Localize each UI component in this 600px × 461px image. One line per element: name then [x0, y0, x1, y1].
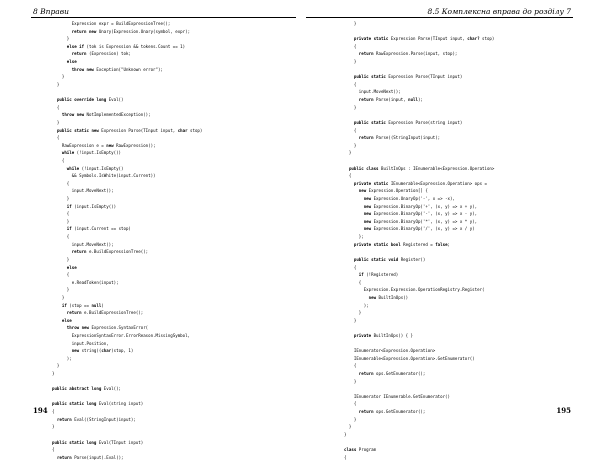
code-text: e.BuildExpressionTree();: [86, 249, 149, 255]
code-line: [52, 309, 202, 317]
code-line: [52, 225, 202, 233]
code-line: input.MoveNext();: [52, 241, 114, 247]
code-line: [52, 203, 202, 211]
code-line: [52, 28, 202, 36]
code-text: Unary(Expression.Unary(symbol, expr);: [96, 28, 191, 34]
code-line: [344, 446, 494, 454]
code-keyword: return: [56, 416, 72, 422]
code-line: [344, 324, 494, 332]
code-line: }: [344, 104, 357, 110]
code-line: && Symbols.IsWhite(input.Current)): [52, 173, 156, 179]
code-keyword: while: [61, 150, 75, 156]
code-line: [52, 88, 202, 96]
header-rule: [31, 17, 296, 18]
code-keyword: new: [363, 226, 372, 232]
code-keyword: throw new: [71, 66, 94, 72]
code-text: ops.GetEnumerator();: [373, 371, 426, 377]
code-line: [52, 50, 202, 58]
code-text: (!input.IsEmpty()): [74, 150, 122, 156]
code-line: }: [344, 416, 357, 422]
code-line: [52, 454, 202, 461]
code-text: Expression Parse(TInput input): [385, 74, 463, 80]
code-line: }: [52, 371, 55, 377]
code-keyword: public static void: [353, 256, 399, 262]
code-text: Expression.UnaryOp('-', x => -x),: [371, 196, 455, 202]
header-rule: [306, 17, 573, 18]
running-header: 8.5 Комплексна вправа до розділу 7: [427, 7, 571, 16]
code-line: [344, 195, 494, 203]
code-line: }: [52, 218, 70, 224]
code-text: Expression.BinaryOp('+', (x, y) => x + y),: [371, 203, 478, 209]
code-keyword: if: [61, 302, 67, 308]
code-line: ExpressionSyntaxError.ErrorReason.MissingSymbol,: [52, 332, 191, 338]
code-line: [52, 248, 202, 256]
code-keyword: private static: [353, 36, 389, 42]
code-text: (tok is Expression && tokens.Count == 1): [84, 43, 186, 49]
code-text: Parse(input).Eval();: [71, 454, 124, 460]
code-line: [52, 416, 202, 424]
code-line: {: [344, 173, 352, 179]
code-line: }: [344, 21, 357, 26]
code-line: IEnumerable<Expression.Operation>.GetEnumerator(): [344, 355, 475, 361]
code-line: {: [344, 264, 357, 270]
code-line: {: [52, 104, 60, 110]
code-text: string((: [79, 348, 102, 354]
code-keyword: else: [61, 317, 72, 323]
code-line: {: [344, 279, 362, 285]
code-line: [344, 271, 494, 279]
code-line: }: [52, 363, 60, 369]
code-line: [344, 96, 494, 104]
code-text: Exception("Unknown error");: [93, 66, 163, 72]
code-keyword: return: [358, 371, 374, 377]
code-line: [344, 111, 494, 119]
code-keyword: char?: [467, 36, 480, 42]
code-text: NotImplementedException();: [84, 112, 151, 118]
code-line: }: [52, 256, 70, 262]
code-keyword: null: [408, 97, 418, 103]
code-keyword: if: [66, 226, 72, 232]
code-line: }: [52, 196, 70, 202]
code-text: (input.IsEmpty()): [71, 203, 117, 209]
code-keyword: return: [358, 135, 374, 141]
code-line: }: [52, 424, 55, 430]
code-listing: [52, 20, 202, 461]
code-line: [344, 35, 494, 43]
code-text: stop): [187, 127, 203, 133]
code-line: {: [344, 363, 357, 369]
code-line: [344, 134, 494, 142]
code-line: [52, 127, 202, 135]
code-line: {: [52, 157, 65, 163]
code-keyword: private: [353, 332, 372, 338]
code-keyword: new: [368, 294, 377, 300]
code-keyword: return: [358, 97, 374, 103]
code-line: {: [52, 211, 70, 217]
code-line: [344, 256, 494, 264]
code-line: [344, 225, 494, 233]
code-line: [344, 28, 494, 36]
code-keyword: public static long: [52, 401, 97, 407]
code-line: input.Position,: [52, 340, 109, 346]
code-line: {: [52, 135, 60, 141]
code-text: Parse((StringInput)input);: [373, 135, 441, 141]
code-line: [52, 264, 202, 272]
code-keyword: if: [66, 203, 72, 209]
code-text: Expression.BinaryOp('/', (x, y) => x / y): [371, 226, 475, 232]
code-line: [344, 248, 494, 256]
code-keyword: else if: [66, 43, 85, 49]
code-text: RawExpression.Parse(input, stop);: [373, 51, 458, 57]
code-keyword: return: [358, 409, 374, 415]
code-line: }: [344, 431, 347, 437]
code-line: [344, 370, 494, 378]
code-line: [344, 408, 494, 416]
code-text: Expression Parse(TInput input,: [98, 127, 178, 133]
code-text: Eval((StringInput)input);: [71, 416, 136, 422]
code-text: Expression.BinaryOp('*', (x, y) => x * y),: [371, 218, 478, 224]
code-line: );: [344, 302, 369, 308]
code-line: [344, 210, 494, 218]
page-number: 195: [556, 406, 571, 415]
code-line: [344, 332, 494, 340]
code-line: [52, 111, 202, 119]
code-keyword: return: [71, 249, 87, 255]
code-line: [52, 66, 202, 74]
code-keyword: public abstract long: [52, 386, 102, 392]
code-line: [52, 439, 202, 447]
code-text: BuiltInOps() { }: [371, 332, 414, 338]
code-keyword: return new: [71, 28, 97, 34]
code-line: }: [344, 310, 362, 316]
code-keyword: class: [344, 447, 357, 453]
code-keyword: new: [363, 203, 372, 209]
code-line: Expression.Expression.OperationRegistry.Register(: [344, 287, 485, 293]
code-line: [344, 157, 494, 165]
code-keyword: if: [358, 272, 364, 278]
code-line: {: [52, 234, 70, 240]
code-keyword: new: [363, 196, 372, 202]
code-text: Eval(): [106, 97, 124, 103]
code-text: BuiltInOps(): [376, 294, 409, 300]
code-text: ;: [447, 241, 451, 247]
code-keyword: char: [177, 127, 188, 133]
code-text: (Expression) tok;: [86, 51, 131, 57]
code-text: RawExpression();: [113, 142, 156, 148]
code-line: {: [344, 43, 357, 49]
code-listing: [344, 20, 494, 461]
code-line: [344, 340, 494, 348]
code-line: [344, 218, 494, 226]
code-line: IEnumerator<Expression.Operation>: [344, 348, 436, 354]
code-text: Expression expr = BuildExpressionTree();: [71, 21, 171, 26]
code-line: RawExpression e = new RawExpression();: [52, 142, 156, 148]
code-keyword: public override long: [56, 97, 107, 103]
code-line: {: [344, 454, 347, 460]
code-text: IEnumerable<Expression.Operation> ops =: [388, 180, 487, 186]
code-keyword: new: [363, 211, 372, 217]
code-text: Expression.BinaryOp('-', (x, y) => x - y),: [371, 211, 478, 217]
code-keyword: new: [71, 348, 80, 354]
code-text: Registered =: [400, 241, 436, 247]
code-line: [344, 73, 494, 81]
code-text: Expression Parse(TInput input,: [388, 36, 468, 42]
code-line: [344, 241, 494, 249]
code-keyword: char: [101, 348, 112, 354]
code-line: }: [52, 119, 60, 125]
code-line: }: [344, 317, 357, 323]
code-text: (!input.IsEmpty(): [79, 165, 126, 171]
code-line: }: [52, 81, 60, 87]
left-page: [0, 0, 300, 460]
code-line: IEnumerator IEnumerable.GetEnumerator(): [344, 393, 450, 399]
code-line: [344, 385, 494, 393]
code-text: Expression Parse(string input): [385, 119, 463, 125]
code-line: [52, 400, 202, 408]
code-text: Expression.Operation[] {: [366, 188, 428, 194]
code-line: [344, 50, 494, 58]
code-line: [344, 187, 494, 195]
code-keyword: private static: [353, 180, 389, 186]
code-text: ops.GetEnumerator();: [373, 409, 426, 415]
code-line: [52, 58, 202, 66]
code-keyword: public static: [353, 119, 386, 125]
code-text: Expression.SyntaxError(: [88, 325, 149, 331]
code-keyword: public static long: [52, 439, 97, 445]
code-line: {: [52, 180, 70, 186]
code-text: ): [101, 302, 104, 308]
code-line: }: [344, 59, 357, 65]
code-line: [344, 180, 494, 188]
code-line: [52, 43, 202, 51]
code-line: [52, 20, 202, 28]
code-line: }: [344, 378, 357, 384]
code-text: (stop ==: [66, 302, 92, 308]
code-keyword: false: [435, 241, 448, 247]
code-keyword: else: [66, 59, 77, 65]
code-keyword: null: [91, 302, 102, 308]
code-text: Parse(input,: [373, 97, 409, 103]
code-line: [344, 203, 494, 211]
code-text: BuiltInOps : IEnumerable<Expression.Operation>: [378, 165, 495, 171]
code-line: }: [344, 142, 357, 148]
code-line: {: [344, 127, 357, 133]
code-line: {: [52, 409, 55, 415]
code-line: }: [52, 294, 65, 300]
code-text: );: [417, 97, 423, 103]
code-line: [344, 165, 494, 173]
code-text: Register(): [398, 256, 426, 262]
code-line: [52, 317, 202, 325]
code-keyword: new: [363, 218, 372, 224]
code-line: {: [52, 272, 70, 278]
code-keyword: return: [71, 51, 87, 57]
code-keyword: while: [66, 165, 80, 171]
code-line: [52, 393, 202, 401]
code-line: input.MoveNext();: [52, 188, 114, 194]
running-header: 8 Вправи: [33, 7, 69, 16]
code-line: {: [344, 81, 357, 87]
code-text: Eval(TInput input): [96, 439, 144, 445]
code-text: (!Registered): [363, 272, 399, 278]
code-line: [52, 302, 202, 310]
code-keyword: return: [358, 51, 374, 57]
code-line: };: [344, 234, 364, 240]
page-number: 194: [33, 406, 48, 415]
code-text: Eval();: [101, 386, 122, 392]
code-line: [344, 66, 494, 74]
code-line: }: [52, 287, 70, 293]
code-line: [344, 119, 494, 127]
code-line: }: [52, 74, 65, 80]
code-line: }: [344, 150, 352, 156]
code-keyword: new: [358, 188, 367, 194]
code-line: [52, 385, 202, 393]
code-line: {: [52, 447, 55, 453]
code-line: [52, 96, 202, 104]
code-keyword: return: [66, 310, 82, 316]
code-line: [52, 324, 202, 332]
code-line: e.ReadToken(input);: [52, 279, 119, 285]
code-line: [52, 165, 202, 173]
code-text: stop): [479, 36, 495, 42]
code-line: [52, 431, 202, 439]
code-line: }: [52, 36, 70, 42]
code-text: Eval(string input): [96, 401, 144, 407]
code-keyword: public static: [353, 74, 386, 80]
code-text: (input.Current == stop): [71, 226, 131, 232]
code-text: Program: [356, 447, 377, 453]
code-keyword: new: [106, 142, 114, 148]
right-page: [300, 0, 600, 460]
code-line: [344, 294, 494, 302]
code-line: [52, 347, 202, 355]
code-line: {: [344, 401, 357, 407]
code-text: e.BuildExpressionTree();: [81, 310, 144, 316]
code-keyword: private static bool: [353, 241, 401, 247]
code-line: [344, 439, 494, 447]
code-text: )stop, 1): [111, 348, 134, 354]
code-keyword: return: [56, 454, 72, 460]
code-keyword: throw new: [61, 112, 85, 118]
code-line: );: [52, 355, 72, 361]
code-keyword: public class: [348, 165, 379, 171]
code-line: [52, 149, 202, 157]
code-keyword: throw new: [66, 325, 89, 331]
code-keyword: else: [66, 264, 77, 270]
code-keyword: public static new: [56, 127, 99, 133]
code-line: input.MoveNext();: [344, 89, 401, 95]
code-line: }: [344, 424, 352, 430]
code-line: [52, 378, 202, 386]
